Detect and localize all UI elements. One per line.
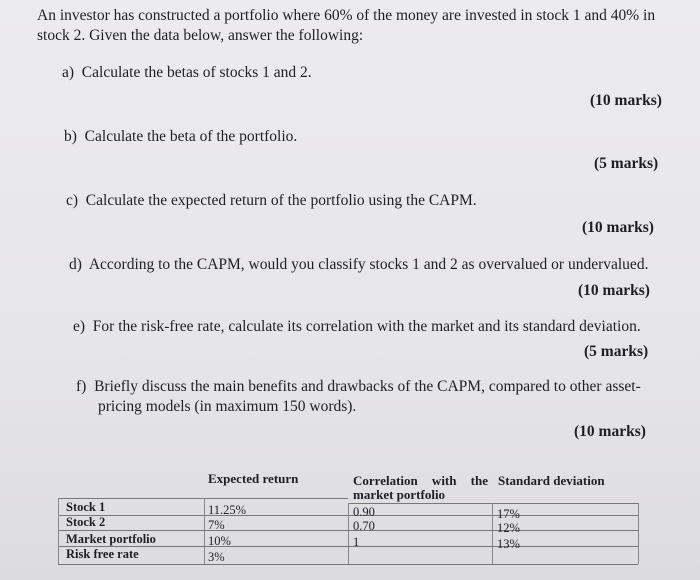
cell-std-dev: 17% (497, 507, 520, 521)
cell-expected-return: 7% (208, 518, 225, 532)
row-label: Market portfolio (66, 532, 156, 546)
question-a (62, 64, 312, 82)
question-label: d) (69, 256, 82, 273)
question-e (73, 318, 641, 336)
cell-expected-return: 11.25% (208, 503, 247, 517)
marks-b: (5 marks) (594, 155, 659, 172)
header-std-dev: Standard deviation (498, 473, 605, 488)
cell-expected-return: 3% (208, 550, 225, 564)
question-text: Briefly discuss the main benefits and drawbacks of the CAPM, compared to other asset- (94, 378, 641, 395)
row-label: Stock 1 (66, 500, 106, 514)
question-text: Calculate the beta of the portfolio. (84, 128, 298, 145)
cell-correlation: 0.70 (353, 519, 375, 533)
question-b (64, 128, 297, 146)
marks-e: (5 marks) (584, 343, 649, 360)
question-label: a) (62, 64, 75, 81)
row-label: Stock 2 (66, 515, 106, 529)
question-f (76, 378, 641, 396)
question-label: e) (73, 318, 86, 335)
header-correlation: Correlation with the market portfolio (353, 473, 488, 502)
row-label: Risk free rate (66, 547, 139, 561)
question-text: According to the CAPM, would you classify stocks 1 and 2 as overvalued or undervalued. (88, 256, 649, 273)
question-text: For the risk-free rate, calculate its correlation with the market and its standard deviation. (92, 318, 641, 335)
intro-text: An investor has constructed a portfolio where 60% of the money are invested in stock 1 and 40% in stock 2. Given the data below, answer the following: (37, 7, 656, 44)
marks-a: (10 marks) (590, 92, 662, 109)
marks-d: (10 marks) (578, 282, 650, 299)
cell-std-dev: 13% (497, 537, 520, 551)
question-f-continued: pricing models (in maximum 150 words). (98, 398, 357, 415)
cell-std-dev: 12% (497, 521, 520, 535)
cell-correlation: 1 (353, 535, 360, 549)
question-label: c) (66, 192, 79, 209)
question-label: b) (64, 128, 77, 145)
cell-correlation: 0.90 (353, 505, 375, 519)
question-text: Calculate the expected return of the portfolio using the CAPM. (85, 192, 477, 209)
marks-f: (10 marks) (574, 423, 646, 440)
question-d (69, 256, 648, 274)
header-expected-return: Expected return (208, 471, 299, 486)
question-label: f) (76, 378, 87, 395)
question-text: Calculate the betas of stocks 1 and 2. (81, 64, 312, 81)
marks-c: (10 marks) (582, 219, 654, 236)
cell-expected-return: 10% (208, 534, 231, 548)
question-c (66, 192, 477, 210)
